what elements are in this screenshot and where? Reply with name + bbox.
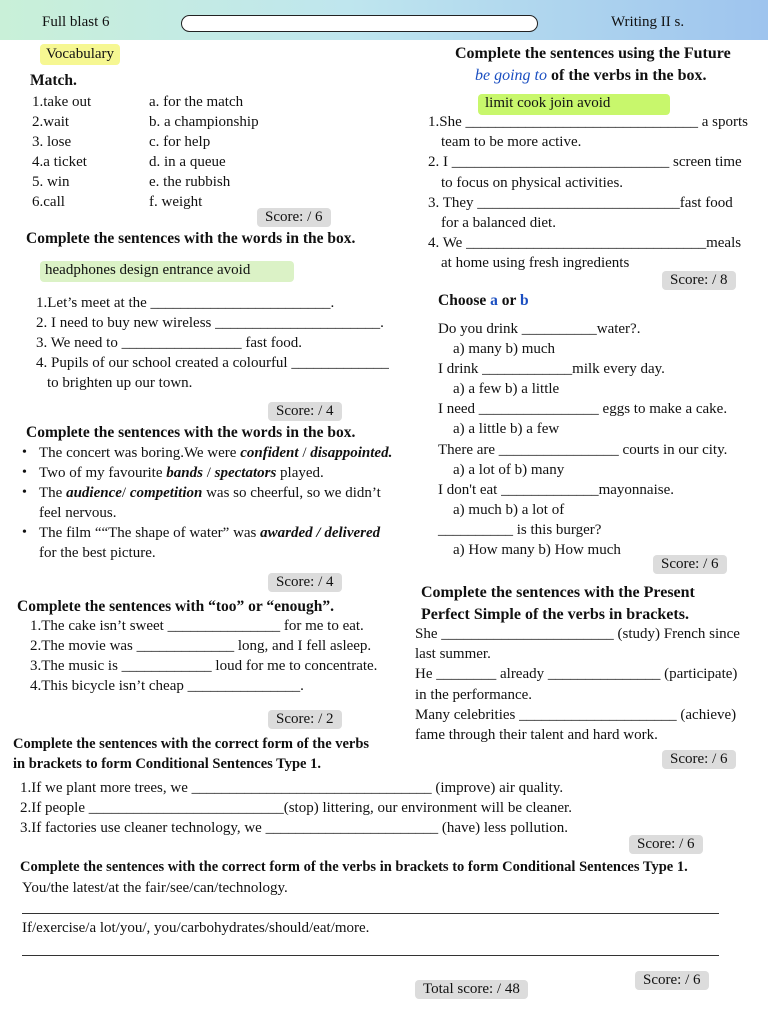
list-item: a. for the match: [149, 94, 244, 110]
vocabulary-tag: Vocabulary: [40, 44, 120, 65]
section-title: Complete the sentences using the Future: [455, 45, 731, 62]
question: I drink ____________milk every day.: [438, 361, 665, 378]
score-badge: Score: / 2: [268, 710, 342, 729]
answer-line-2[interactable]: [22, 955, 719, 956]
worksheet-title: Writing II s.: [611, 14, 685, 30]
question: I don't eat _____________mayonnaise.: [438, 481, 674, 498]
list-item: 4. Pupils of our school created a colourful _____________: [36, 355, 389, 371]
match-right-list: [149, 92, 259, 212]
question: I need ________________ eggs to make a cake.: [438, 401, 728, 418]
word-box: headphones design entrance avoid: [40, 261, 294, 282]
section-subtitle: be going to of the verbs in the box.: [475, 67, 707, 84]
word-box: limit cook join avoid: [478, 94, 670, 115]
list-item: She _______________________ (study) French since: [415, 626, 740, 642]
match-left-list: [32, 92, 91, 212]
options: a) a few b) a little: [453, 381, 560, 398]
book-title: Full blast 6: [42, 14, 110, 30]
list-item: to brighten up our town.: [47, 375, 193, 391]
section-title: Complete the sentences with the words in the box.: [26, 424, 356, 441]
list-item: 3. They ___________________________fast food: [428, 194, 733, 211]
list-item: e. the rubbish: [149, 174, 231, 190]
list-item: 4.a ticket: [32, 154, 87, 170]
choose-words-list: [22, 443, 392, 563]
too-enough-list: [30, 616, 377, 696]
score-badge: Score: / 6: [629, 835, 703, 854]
section-title: Complete the sentences with the words in the box.: [26, 230, 356, 247]
options: a) How many b) How much: [453, 542, 621, 559]
score-badge: Score: / 6: [635, 971, 709, 990]
list-item: 2. I need to buy new wireless ______________________.: [36, 315, 384, 331]
options: a) a lot of b) many: [453, 461, 565, 478]
score-badge: Score: / 4: [268, 402, 342, 421]
list-item: 2.wait: [32, 114, 70, 130]
list-item: 1.Let’s meet at the ________________________.: [36, 295, 335, 311]
section-title: Complete the sentences with “too” or “enough”.: [17, 598, 335, 615]
list-item: • The concert was boring.We were confident / disappointed.: [22, 445, 393, 461]
list-item: to focus on physical activities.: [441, 174, 624, 191]
prompt-2: If/exercise/a lot/you/, you/carbohydrates/should/eat/more.: [22, 920, 370, 936]
options: a) much b) a lot of: [453, 501, 565, 518]
section-title: Complete the sentences with the correct form of the verbs in brackets to form Conditional Sentences Type 1.: [20, 859, 688, 875]
section-title: Complete the sentences with the correct form of the verbs in brackets to form Conditional Sentences Type 1.: [13, 736, 370, 772]
list-item: 1.take out: [32, 94, 92, 110]
box-words-list: [36, 293, 389, 393]
list-item: 3.If factories use cleaner technology, we _______________________ (have) less pollution.: [20, 820, 569, 836]
prompt-1: You/the latest/at the fair/see/can/technology.: [22, 880, 288, 896]
list-item: 2.The movie was _____________ long, and I fell asleep.: [30, 638, 372, 654]
score-badge: Score: / 4: [268, 573, 342, 592]
name-field[interactable]: [181, 15, 538, 32]
list-item: in the performance.: [415, 686, 533, 703]
list-item: • Two of my favourite bands / spectators played.: [22, 465, 324, 481]
going-to-list: [428, 112, 748, 274]
section-title: Choose a or b: [438, 292, 529, 309]
list-item: He ________ already _______________ (participate): [415, 666, 738, 683]
list-item: 3. lose: [32, 134, 72, 150]
list-item: 3. We need to ________________ fast food.: [36, 335, 302, 351]
list-item: 1.If we plant more trees, we ________________________________ (improve) air quality.: [20, 780, 564, 796]
header-bar: [0, 0, 768, 40]
bullet-icon: •: [22, 525, 27, 540]
bullet-icon: •: [22, 485, 27, 500]
score-badge: Score: / 6: [257, 208, 331, 227]
list-item: at home using fresh ingredients: [441, 255, 630, 272]
list-item: for a balanced diet.: [441, 215, 556, 232]
list-item: 4. We ________________________________meals: [428, 235, 742, 252]
list-item: d. in a queue: [149, 154, 226, 170]
list-item: 1.The cake isn’t sweet _______________ for me to eat.: [30, 618, 364, 634]
list-item: f. weight: [149, 194, 203, 210]
score-badge: Score: / 6: [653, 555, 727, 574]
list-item: feel nervous.: [39, 505, 117, 521]
list-item: 4.This bicycle isn’t cheap _______________.: [30, 678, 304, 694]
list-item: fame through their talent and hard work.: [415, 727, 658, 744]
question: There are ________________ courts in our city.: [438, 441, 728, 458]
options: a) many b) much: [453, 341, 556, 358]
list-item: • The film ““The shape of water” was awarded / delivered: [22, 525, 381, 541]
list-item: last summer.: [415, 646, 491, 663]
choose-ab-list: [438, 319, 727, 560]
list-item: team to be more active.: [441, 134, 582, 151]
total-score: Total score: / 48: [415, 980, 528, 999]
score-badge: Score: / 6: [662, 750, 736, 769]
list-item: 5. win: [32, 174, 70, 190]
options: a) a little b) a few: [453, 421, 560, 438]
list-item: b. a championship: [149, 114, 259, 130]
match-title: Match.: [30, 72, 77, 89]
answer-line-1[interactable]: [22, 913, 719, 914]
list-item: 6.call: [32, 194, 65, 210]
bullet-icon: •: [22, 445, 27, 460]
list-item: • The audience/ competition was so cheerful, so we didn’t: [22, 485, 381, 501]
list-item: 2.If people __________________________(stop) littering, our environment will be cleaner.: [20, 800, 572, 816]
question: __________ is this burger?: [438, 521, 602, 538]
list-item: Many celebrities _____________________ (achieve): [415, 706, 737, 723]
present-perfect-list: [415, 624, 740, 745]
list-item: 2. I _____________________________ screen time: [428, 154, 742, 171]
score-badge: Score: / 8: [662, 271, 736, 290]
bullet-icon: •: [22, 465, 27, 480]
cond1-list: [20, 778, 572, 838]
list-item: 3.The music is ____________ loud for me to concentrate.: [30, 658, 378, 674]
list-item: 1.She _______________________________ a sports: [428, 114, 748, 130]
question: Do you drink __________water?.: [438, 321, 641, 337]
section-title: Complete the sentences with the Present Perfect Simple of the verbs in brackets.: [421, 584, 695, 623]
list-item: for the best picture.: [39, 545, 156, 561]
list-item: c. for help: [149, 134, 211, 150]
